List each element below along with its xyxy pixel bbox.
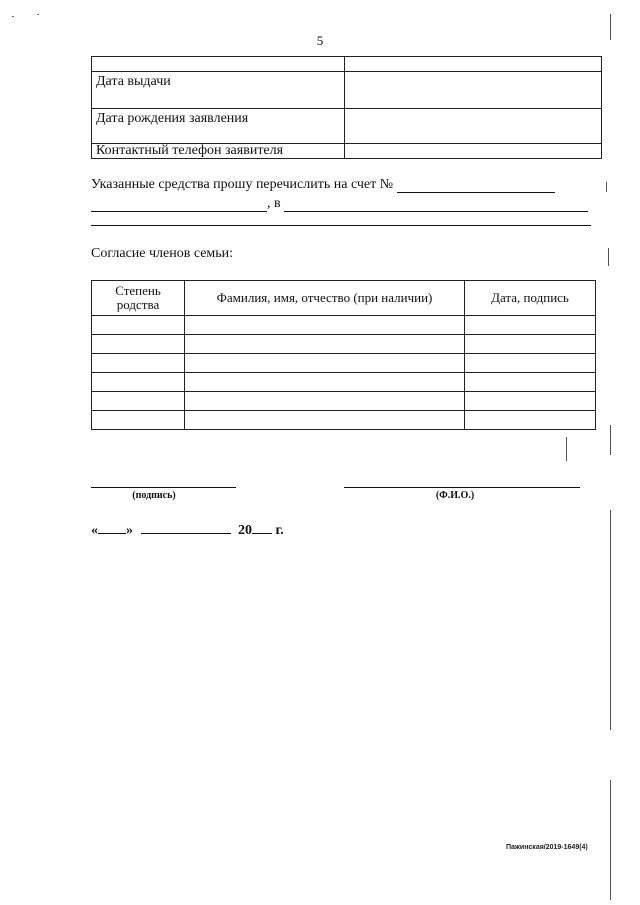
table-cell: [185, 335, 465, 354]
info-label-phone: Контактный телефон заявителя: [92, 144, 345, 159]
document-reference: Пажинская/2019-1649(4): [506, 844, 588, 851]
account-continuation-blank: [91, 197, 267, 212]
scan-edge-mark: [606, 182, 607, 192]
scan-edge-mark: [610, 510, 611, 730]
info-value-birth-date: [345, 109, 602, 144]
table-cell: [465, 354, 596, 373]
full-name-caption: (Ф.И.О.): [435, 490, 475, 501]
full-name-line: [344, 487, 580, 488]
scan-speck: [12, 16, 14, 17]
in-bank-word: , в: [267, 196, 281, 211]
table-cell: [185, 373, 465, 392]
table-row: [92, 373, 596, 392]
payment-request-text: Указанные средства прошу перечислить на счет №: [91, 177, 394, 192]
table-cell: [92, 354, 185, 373]
table-row: [92, 392, 596, 411]
consent-title: Согласие членов семьи:: [91, 246, 234, 261]
table-row: [92, 109, 602, 144]
close-quote: »: [126, 523, 133, 538]
scan-edge-mark: [610, 425, 611, 455]
day-blank: [98, 521, 126, 534]
signature-line: [91, 487, 236, 488]
info-value-issue-date: [345, 72, 602, 109]
table-row: [92, 72, 602, 109]
table-cell: [92, 411, 185, 430]
year-suffix: г.: [275, 523, 284, 538]
table-row: [92, 144, 602, 159]
bank-name-blank: [284, 197, 588, 212]
table-header-row: [92, 281, 596, 316]
scan-edge-mark: [566, 437, 567, 461]
table-row: [92, 316, 596, 335]
header-relationship: Степень родства: [92, 281, 185, 316]
open-quote: «: [91, 523, 98, 538]
table-cell: [92, 373, 185, 392]
scan-edge-mark: [608, 248, 609, 266]
page-number: 5: [316, 33, 324, 48]
table-cell: [465, 335, 596, 354]
table-cell: [185, 392, 465, 411]
info-label-birth-date: Дата рождения заявления: [92, 109, 345, 144]
year-blank: [252, 521, 272, 534]
info-label: [92, 57, 345, 72]
table-cell: [465, 392, 596, 411]
table-cell: [465, 373, 596, 392]
year-prefix: 20: [238, 523, 252, 538]
signature-caption: (подпись): [132, 490, 176, 501]
table-cell: [185, 354, 465, 373]
bank-name-continuation-line: [91, 225, 591, 226]
table-cell: [465, 411, 596, 430]
account-number-blank: [397, 178, 555, 193]
family-consent-table: [91, 280, 596, 430]
table-cell: [92, 335, 185, 354]
table-cell: [465, 316, 596, 335]
header-date-signature: Дата, подпись: [465, 281, 596, 316]
info-label-issue-date: Дата выдачи: [92, 72, 345, 109]
date-line: [91, 521, 284, 539]
table-cell: [92, 392, 185, 411]
table-cell: [185, 411, 465, 430]
table-cell: [185, 316, 465, 335]
table-row: [92, 57, 602, 72]
scan-speck: [37, 14, 39, 15]
table-row: [92, 411, 596, 430]
payment-request-line: [91, 177, 555, 193]
applicant-info-table: [91, 56, 602, 159]
table-row: [92, 335, 596, 354]
table-cell: [92, 316, 185, 335]
table-row: [92, 354, 596, 373]
month-blank: [141, 521, 231, 534]
info-value-phone: [345, 144, 602, 159]
bank-line: [91, 196, 588, 212]
scan-edge-mark: [610, 780, 611, 900]
header-full-name: Фамилия, имя, отчество (при наличии): [185, 281, 465, 316]
info-value: [345, 57, 602, 72]
